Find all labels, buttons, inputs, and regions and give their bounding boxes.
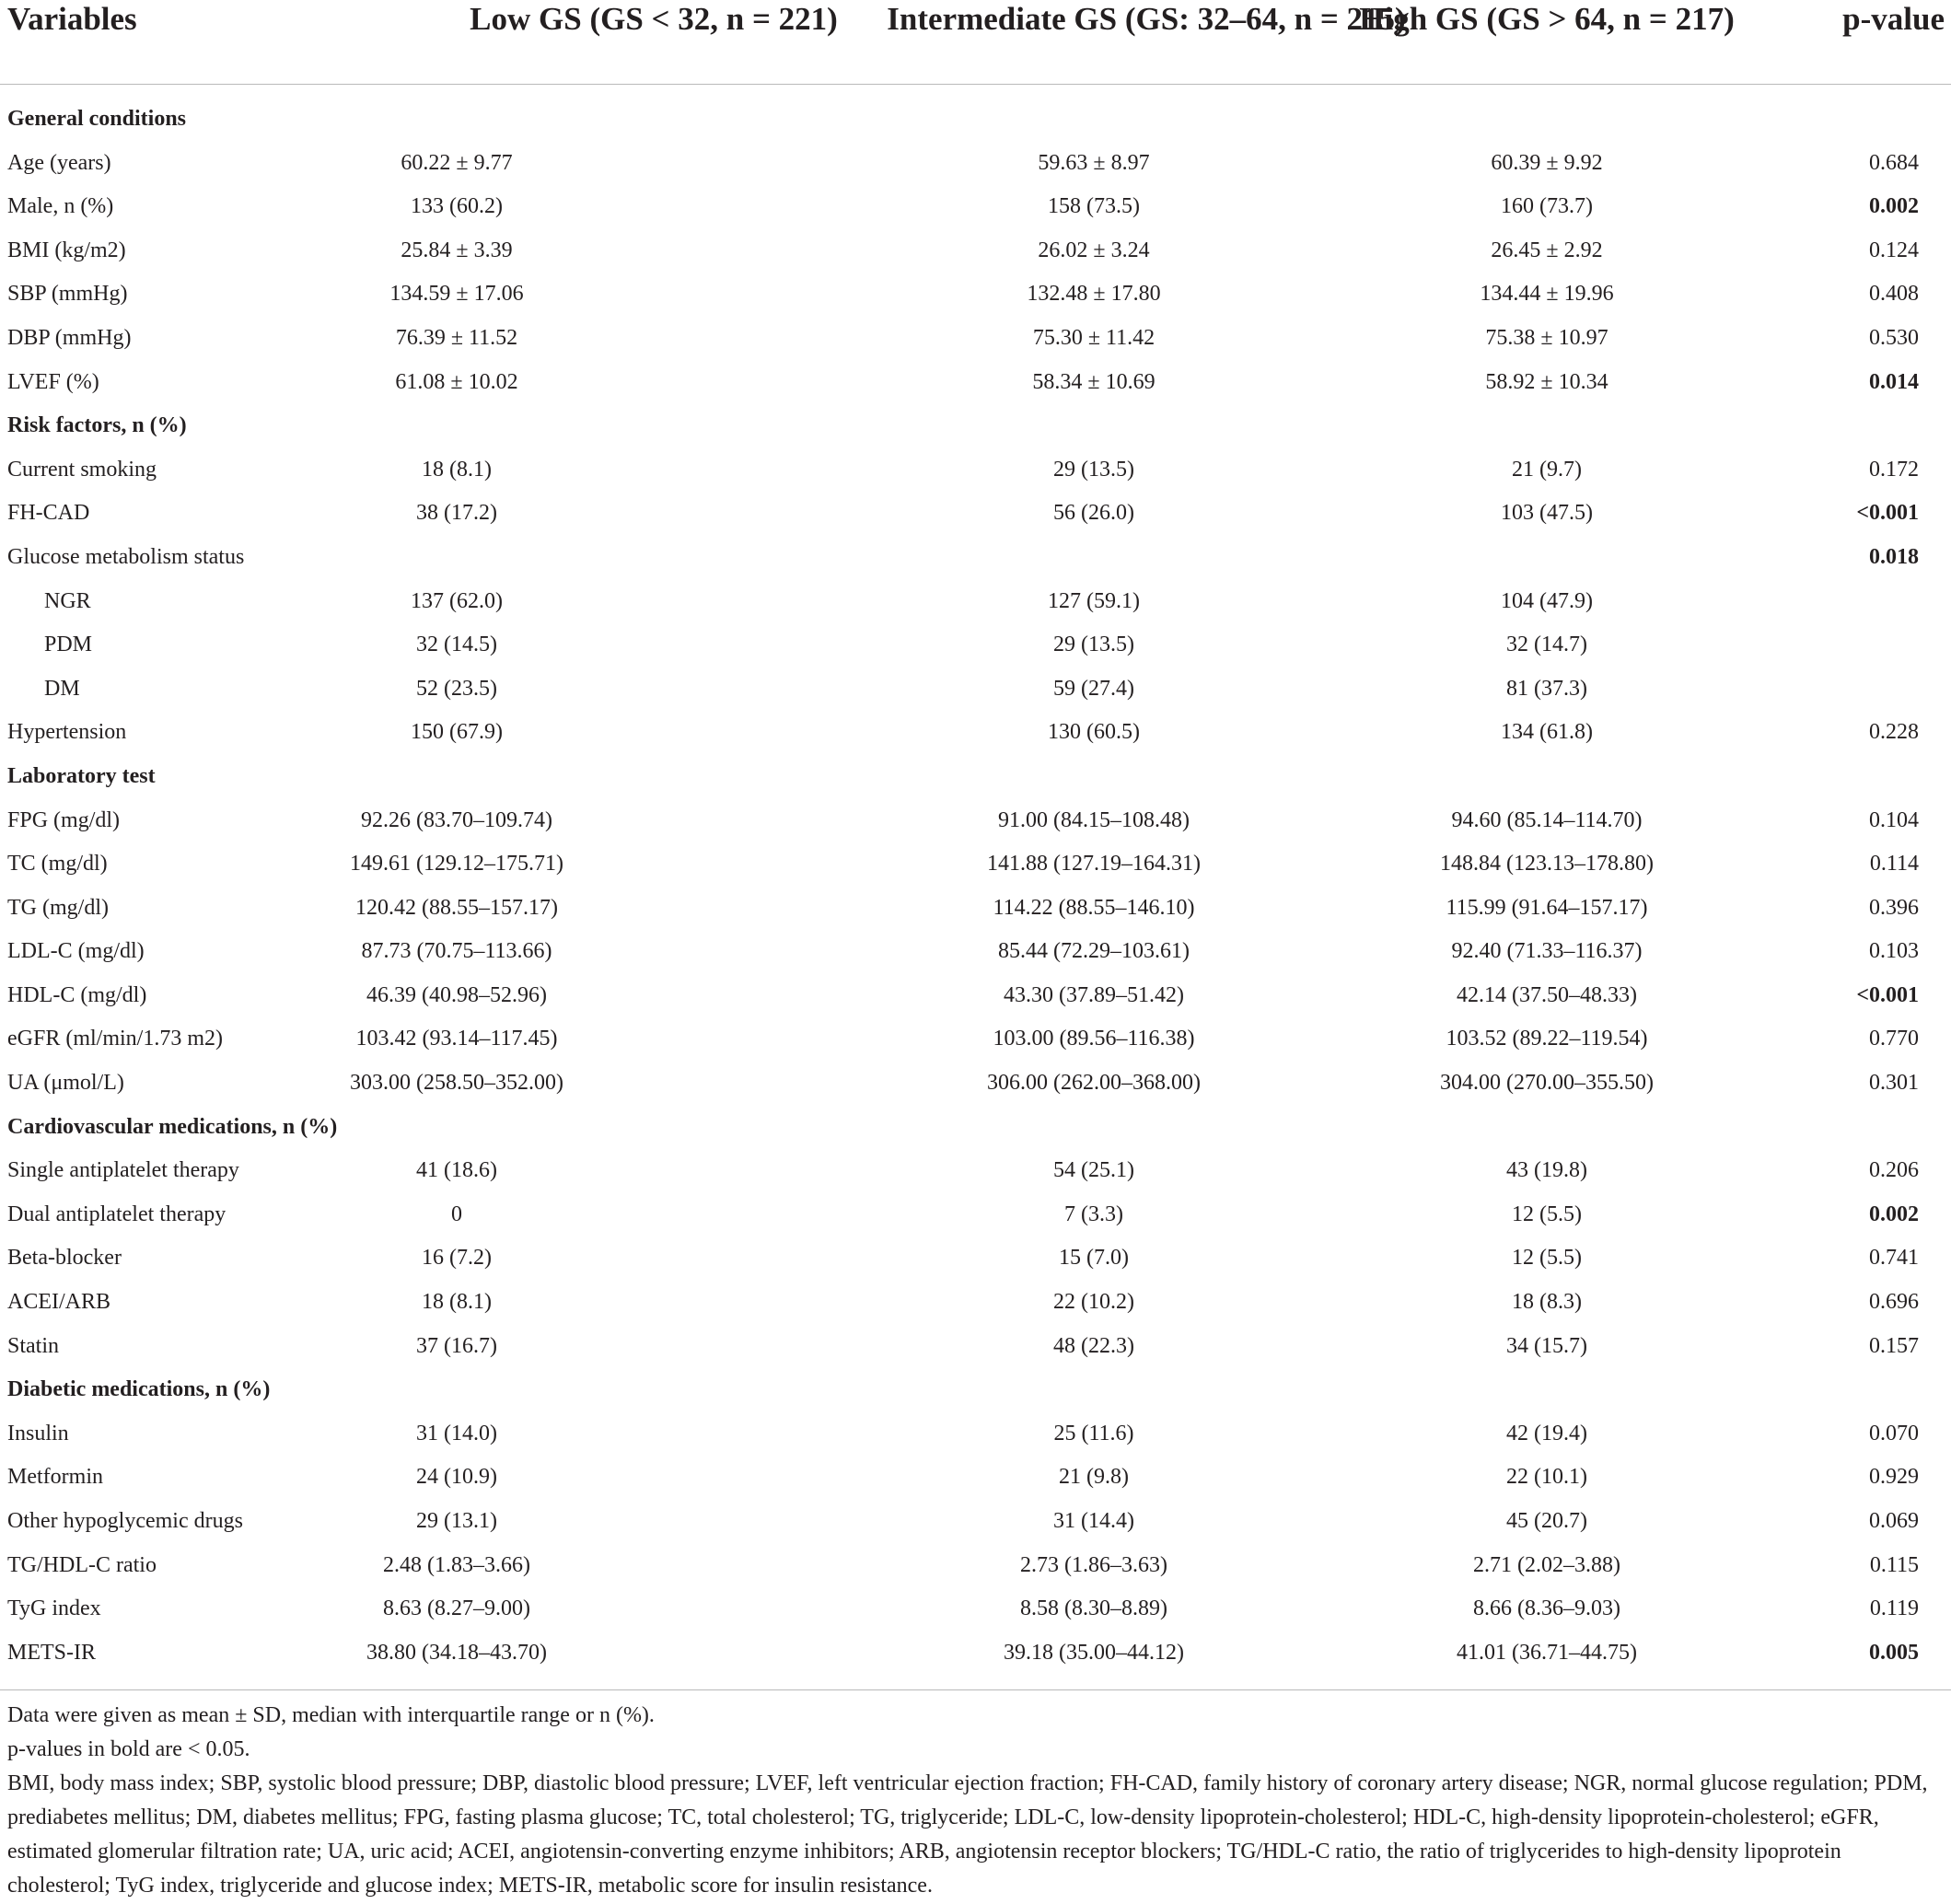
cell-high-gs: 103 (47.5) — [1501, 501, 1593, 526]
cell-intermediate-gs: 158 (73.5) — [1048, 194, 1140, 219]
cell-low-gs: 133 (60.2) — [411, 194, 503, 219]
cell-low-gs: 149.61 (129.12–175.71) — [350, 852, 563, 877]
table-row — [0, 1456, 1951, 1500]
row-label: Beta-blocker — [7, 1246, 122, 1271]
table-row — [0, 1325, 1951, 1369]
section-header-row — [0, 1368, 1951, 1412]
row-label: NGR — [44, 588, 91, 613]
cell-p-value: 0.114 — [1869, 852, 1919, 877]
cell-p-value: 0.014 — [1869, 369, 1919, 394]
table-row — [0, 273, 1951, 317]
row-label: ACEI/ARB — [7, 1290, 111, 1315]
row-label: Insulin — [7, 1421, 69, 1445]
cell-high-gs: 34 (15.7) — [1506, 1333, 1587, 1358]
row-label: HDL-C (mg/dl) — [7, 982, 147, 1007]
footer-divider — [0, 1689, 1951, 1690]
row-label: Hypertension — [7, 720, 127, 745]
cell-p-value: 0.696 — [1869, 1290, 1919, 1315]
table-row — [0, 1062, 1951, 1106]
cell-p-value: 0.172 — [1869, 457, 1919, 482]
cell-low-gs: 31 (14.0) — [416, 1421, 497, 1445]
cell-low-gs: 87.73 (70.75–113.66) — [361, 939, 552, 964]
cell-high-gs: 134 (61.8) — [1501, 720, 1593, 745]
cell-intermediate-gs: 29 (13.5) — [1053, 633, 1134, 657]
cell-low-gs: 38 (17.2) — [416, 501, 497, 526]
table-row — [0, 448, 1951, 493]
cell-p-value: <0.001 — [1856, 501, 1919, 526]
cell-intermediate-gs: 58.34 ± 10.69 — [1032, 369, 1156, 394]
cell-p-value: 0.070 — [1869, 1421, 1919, 1445]
cell-intermediate-gs: 306.00 (262.00–368.00) — [987, 1071, 1201, 1096]
cell-p-value: 0.005 — [1869, 1640, 1919, 1665]
cell-p-value: 0.770 — [1869, 1027, 1919, 1051]
cell-high-gs: 92.40 (71.33–116.37) — [1451, 939, 1643, 964]
section-header-row — [0, 404, 1951, 448]
cell-p-value: 0.119 — [1869, 1596, 1919, 1621]
cell-p-value: 0.741 — [1869, 1246, 1919, 1271]
section-label: Laboratory test — [7, 763, 156, 788]
header-p-value: p-value — [1842, 1, 1945, 37]
table-row — [0, 887, 1951, 931]
cell-intermediate-gs: 59 (27.4) — [1053, 676, 1134, 701]
table-body — [0, 98, 1951, 1675]
cell-intermediate-gs: 130 (60.5) — [1048, 720, 1140, 745]
cell-high-gs: 21 (9.7) — [1512, 457, 1582, 482]
table-row — [0, 536, 1951, 580]
row-label: Statin — [7, 1333, 60, 1358]
cell-high-gs: 42.14 (37.50–48.33) — [1457, 982, 1637, 1007]
table-header — [0, 0, 1951, 81]
cell-high-gs: 104 (47.9) — [1501, 588, 1593, 613]
cell-low-gs: 8.63 (8.27–9.00) — [383, 1596, 530, 1621]
section-label: General conditions — [7, 107, 187, 131]
cell-low-gs: 303.00 (258.50–352.00) — [350, 1071, 563, 1096]
header-divider — [0, 84, 1951, 85]
row-label: Dual antiplatelet therapy — [7, 1202, 226, 1226]
cell-intermediate-gs: 56 (26.0) — [1053, 501, 1134, 526]
table-row — [0, 1412, 1951, 1457]
cell-low-gs: 0 — [451, 1202, 462, 1226]
table-row — [0, 185, 1951, 229]
cell-intermediate-gs: 48 (22.3) — [1053, 1333, 1134, 1358]
header-intermediate-gs: Intermediate GS (GS: 32–64, n = 215) — [887, 1, 1406, 37]
cell-low-gs: 120.42 (88.55–157.17) — [355, 895, 558, 920]
row-label: Other hypoglycemic drugs — [7, 1509, 243, 1533]
footnote-data-note: Data were given as mean ± SD, median with interquartile range or n (%). — [7, 1703, 655, 1727]
cell-p-value: 0.104 — [1869, 807, 1919, 832]
cell-intermediate-gs: 7 (3.3) — [1064, 1202, 1123, 1226]
cell-p-value: 0.157 — [1869, 1333, 1919, 1358]
cell-high-gs: 41.01 (36.71–44.75) — [1457, 1640, 1637, 1665]
cell-intermediate-gs: 15 (7.0) — [1059, 1246, 1129, 1271]
cell-high-gs: 134.44 ± 19.96 — [1480, 282, 1614, 307]
cell-high-gs: 58.92 ± 10.34 — [1485, 369, 1608, 394]
cell-intermediate-gs: 132.48 ± 17.80 — [1027, 282, 1161, 307]
row-label: FH-CAD — [7, 501, 90, 526]
cell-high-gs: 32 (14.7) — [1506, 633, 1587, 657]
cell-intermediate-gs: 39.18 (35.00–44.12) — [1004, 1640, 1184, 1665]
cell-p-value: 0.124 — [1869, 238, 1919, 262]
cell-intermediate-gs: 25 (11.6) — [1053, 1421, 1134, 1445]
cell-high-gs: 2.71 (2.02–3.88) — [1473, 1552, 1620, 1577]
row-label: Metformin — [7, 1465, 103, 1490]
table-row — [0, 142, 1951, 186]
cell-p-value: 0.929 — [1869, 1465, 1919, 1490]
cell-high-gs: 22 (10.1) — [1506, 1465, 1587, 1490]
row-label: TyG index — [7, 1596, 101, 1621]
table-row — [0, 711, 1951, 755]
cell-intermediate-gs: 103.00 (89.56–116.38) — [993, 1027, 1195, 1051]
table-row — [0, 1631, 1951, 1676]
cell-p-value: 0.684 — [1869, 150, 1919, 175]
cell-intermediate-gs: 85.44 (72.29–103.61) — [998, 939, 1190, 964]
header-high-gs: High GS (GS > 64, n = 217) — [1359, 1, 1735, 37]
row-label: METS-IR — [7, 1640, 96, 1665]
row-label: LVEF (%) — [7, 369, 99, 394]
cell-intermediate-gs: 141.88 (127.19–164.31) — [987, 852, 1201, 877]
row-label: Age (years) — [7, 150, 111, 175]
table-row — [0, 668, 1951, 712]
cell-high-gs: 60.39 ± 9.92 — [1491, 150, 1603, 175]
cell-high-gs: 26.45 ± 2.92 — [1491, 238, 1603, 262]
cell-p-value: 0.115 — [1869, 1552, 1919, 1577]
table-row — [0, 930, 1951, 974]
cell-low-gs: 18 (8.1) — [422, 1290, 492, 1315]
cell-p-value: 0.530 — [1869, 325, 1919, 350]
cell-high-gs: 103.52 (89.22–119.54) — [1446, 1027, 1648, 1051]
cell-high-gs: 12 (5.5) — [1512, 1246, 1582, 1271]
cell-intermediate-gs: 2.73 (1.86–3.63) — [1020, 1552, 1167, 1577]
cell-intermediate-gs: 8.58 (8.30–8.89) — [1020, 1596, 1167, 1621]
header-low-gs: Low GS (GS < 32, n = 221) — [470, 1, 838, 37]
row-label: TG (mg/dl) — [7, 895, 109, 920]
cell-high-gs: 115.99 (91.64–157.17) — [1446, 895, 1648, 920]
cell-low-gs: 2.48 (1.83–3.66) — [383, 1552, 530, 1577]
row-label: SBP (mmHg) — [7, 282, 128, 307]
cell-low-gs: 25.84 ± 3.39 — [401, 238, 513, 262]
cell-low-gs: 103.42 (93.14–117.45) — [355, 1027, 558, 1051]
table-row — [0, 492, 1951, 536]
cell-low-gs: 61.08 ± 10.02 — [395, 369, 518, 394]
cell-high-gs: 304.00 (270.00–355.50) — [1440, 1071, 1654, 1096]
table-row — [0, 842, 1951, 887]
cell-low-gs: 46.39 (40.98–52.96) — [366, 982, 547, 1007]
row-label: eGFR (ml/min/1.73 m2) — [7, 1027, 223, 1051]
table-row — [0, 799, 1951, 843]
row-label: UA (μmol/L) — [7, 1071, 124, 1096]
cell-high-gs: 18 (8.3) — [1512, 1290, 1582, 1315]
cell-intermediate-gs: 91.00 (84.15–108.48) — [998, 807, 1190, 832]
cell-high-gs: 12 (5.5) — [1512, 1202, 1582, 1226]
cell-p-value: 0.103 — [1869, 939, 1919, 964]
section-label: Diabetic medications, n (%) — [7, 1377, 271, 1402]
table-row — [0, 1017, 1951, 1062]
cell-p-value: 0.002 — [1869, 194, 1919, 219]
cell-p-value: 0.396 — [1869, 895, 1919, 920]
table-row — [0, 1500, 1951, 1544]
table-row — [0, 1544, 1951, 1588]
cell-low-gs: 76.39 ± 11.52 — [395, 325, 518, 350]
row-label: DM — [44, 676, 80, 701]
table-row — [0, 1149, 1951, 1193]
cell-low-gs: 137 (62.0) — [411, 588, 503, 613]
cell-low-gs: 38.80 (34.18–43.70) — [366, 1640, 547, 1665]
table-row — [0, 1236, 1951, 1281]
table-row — [0, 1281, 1951, 1325]
cell-p-value: 0.206 — [1869, 1158, 1919, 1183]
table-row — [0, 361, 1951, 405]
cell-high-gs: 94.60 (85.14–114.70) — [1451, 807, 1643, 832]
cell-intermediate-gs: 31 (14.4) — [1053, 1509, 1134, 1533]
cell-low-gs: 16 (7.2) — [422, 1246, 492, 1271]
row-label: Single antiplatelet therapy — [7, 1158, 239, 1183]
cell-low-gs: 41 (18.6) — [416, 1158, 497, 1183]
section-label: Risk factors, n (%) — [7, 413, 187, 438]
cell-high-gs: 148.84 (123.13–178.80) — [1440, 852, 1654, 877]
cell-high-gs: 42 (19.4) — [1506, 1421, 1587, 1445]
cell-low-gs: 134.59 ± 17.06 — [389, 282, 524, 307]
table-row — [0, 317, 1951, 361]
cell-high-gs: 8.66 (8.36–9.03) — [1473, 1596, 1620, 1621]
section-header-row — [0, 98, 1951, 142]
cell-intermediate-gs: 26.02 ± 3.24 — [1038, 238, 1150, 262]
cell-intermediate-gs: 43.30 (37.89–51.42) — [1004, 982, 1184, 1007]
cell-low-gs: 150 (67.9) — [411, 720, 503, 745]
cell-low-gs: 37 (16.7) — [416, 1333, 497, 1358]
table-row — [0, 229, 1951, 273]
cell-low-gs: 32 (14.5) — [416, 633, 497, 657]
cell-p-value: 0.301 — [1869, 1071, 1919, 1096]
row-label: TG/HDL-C ratio — [7, 1552, 157, 1577]
table-row — [0, 1193, 1951, 1237]
table-row — [0, 623, 1951, 668]
cell-intermediate-gs: 21 (9.8) — [1059, 1465, 1129, 1490]
cell-intermediate-gs: 22 (10.2) — [1053, 1290, 1134, 1315]
cell-intermediate-gs: 29 (13.5) — [1053, 457, 1134, 482]
footnote-p-note: p-values in bold are < 0.05. — [7, 1737, 250, 1761]
row-label: BMI (kg/m2) — [7, 238, 126, 262]
cell-intermediate-gs: 114.22 (88.55–146.10) — [993, 895, 1195, 920]
row-label: Current smoking — [7, 457, 157, 482]
section-label: Cardiovascular medications, n (%) — [7, 1114, 338, 1139]
cell-low-gs: 52 (23.5) — [416, 676, 497, 701]
row-label: PDM — [44, 633, 93, 657]
cell-intermediate-gs: 127 (59.1) — [1048, 588, 1140, 613]
table-footnotes — [7, 1699, 1945, 1903]
cell-intermediate-gs: 59.63 ± 8.97 — [1038, 150, 1150, 175]
row-label: LDL-C (mg/dl) — [7, 939, 145, 964]
cell-low-gs: 92.26 (83.70–109.74) — [361, 807, 552, 832]
header-variables: Variables — [7, 1, 137, 37]
cell-high-gs: 45 (20.7) — [1506, 1509, 1587, 1533]
table-row — [0, 974, 1951, 1018]
row-label: DBP (mmHg) — [7, 325, 132, 350]
cell-high-gs: 160 (73.7) — [1501, 194, 1593, 219]
cell-p-value: 0.228 — [1869, 720, 1919, 745]
footnote-abbreviations: BMI, body mass index; SBP, systolic blood pressure; DBP, diastolic blood pressure; LVEF, left ventricular ejection fraction; FH-CAD, family history of coronary artery disease; NGR, normal glucose regulation; PDM, prediabetes mellitus; DM, diabetes mellitus; FPG, fasting plasma glucose; TC, total cholesterol; TG, triglyceride; LDL-C, low-density lipoprotein-cholesterol; HDL-C, high-density lipoprotein-cholesterol; eGFR, estimated glomerular filtration rate; UA, uric acid; ACEI, angiotensin-converting enzyme inhibitors; ARB, angiotensin receptor blockers; TG/HDL-C ratio, the ratio of triglycerides to high-density lipoprotein cholesterol; TyG index, triglyceride and glucose index; METS-IR, metabolic score for insulin resistance. — [7, 1771, 1928, 1898]
cell-high-gs: 75.38 ± 10.97 — [1485, 325, 1608, 350]
cell-p-value: <0.001 — [1856, 982, 1919, 1007]
cell-p-value: 0.002 — [1869, 1202, 1919, 1226]
row-label: TC (mg/dl) — [7, 852, 108, 877]
cell-intermediate-gs: 54 (25.1) — [1053, 1158, 1134, 1183]
cell-p-value: 0.018 — [1869, 544, 1919, 569]
cell-intermediate-gs: 75.30 ± 11.42 — [1032, 325, 1156, 350]
table-row — [0, 580, 1951, 624]
row-label: Glucose metabolism status — [7, 544, 245, 569]
cell-p-value: 0.069 — [1869, 1509, 1919, 1533]
cell-p-value: 0.408 — [1869, 282, 1919, 307]
cell-high-gs: 81 (37.3) — [1506, 676, 1587, 701]
cell-low-gs: 24 (10.9) — [416, 1465, 497, 1490]
row-label: FPG (mg/dl) — [7, 807, 121, 832]
cell-low-gs: 29 (13.1) — [416, 1509, 497, 1533]
row-label: Male, n (%) — [7, 194, 114, 219]
section-header-row — [0, 1106, 1951, 1150]
cell-low-gs: 60.22 ± 9.77 — [401, 150, 513, 175]
section-header-row — [0, 755, 1951, 799]
cell-low-gs: 18 (8.1) — [422, 457, 492, 482]
cell-high-gs: 43 (19.8) — [1506, 1158, 1587, 1183]
table-row — [0, 1587, 1951, 1631]
